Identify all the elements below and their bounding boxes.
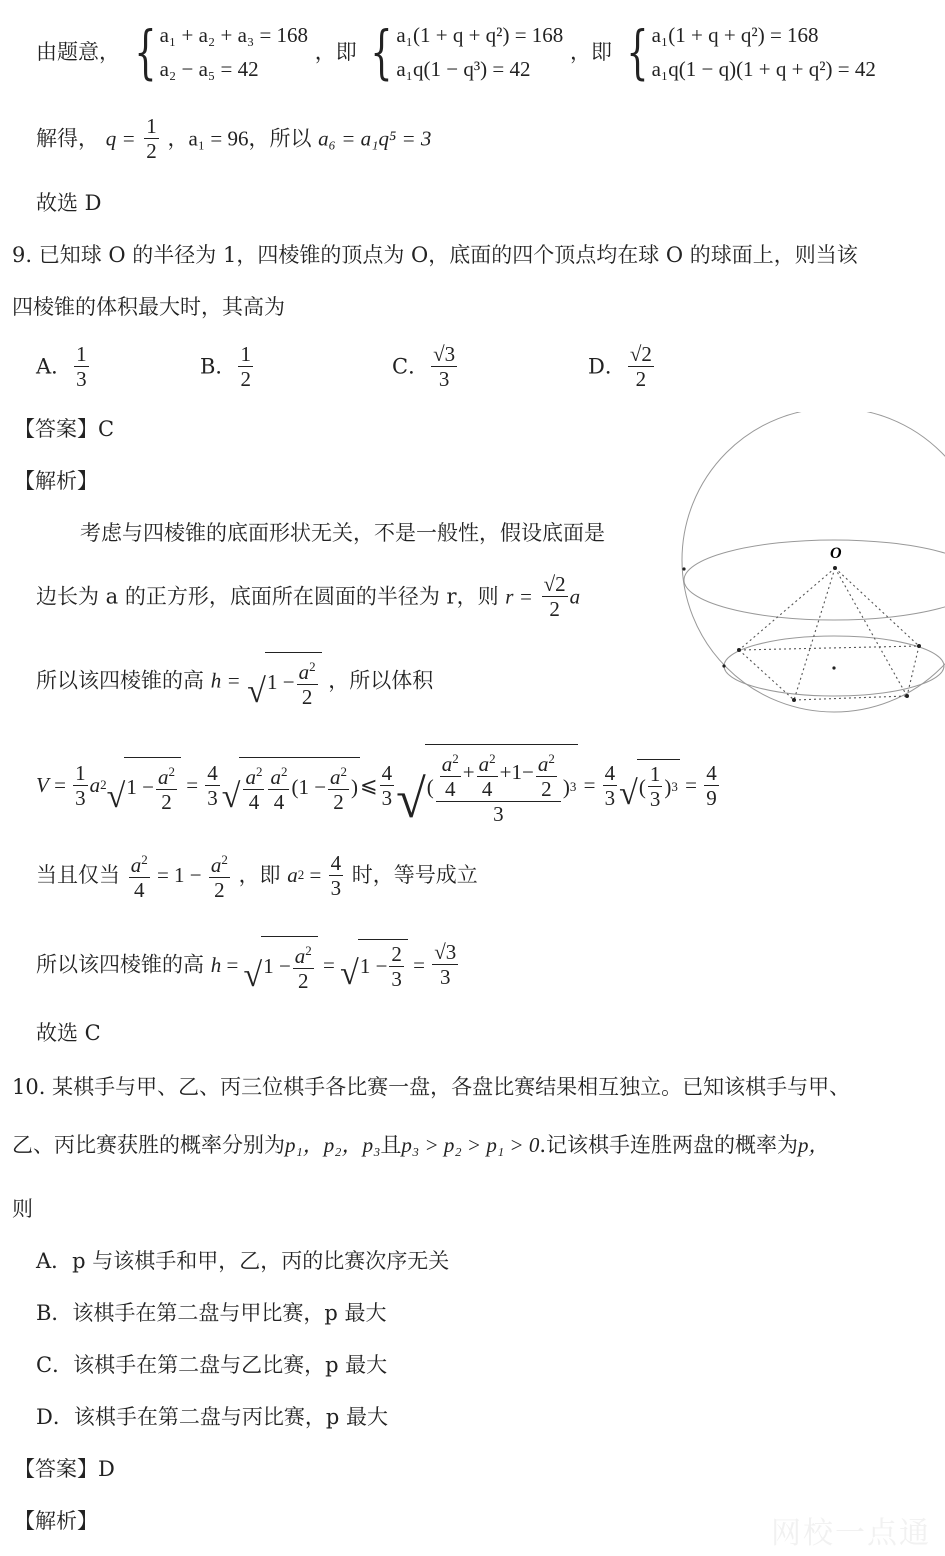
edge bbox=[739, 568, 835, 650]
edge bbox=[739, 650, 794, 700]
sphere-outline bbox=[682, 412, 945, 712]
q10-option-d: D．该棋手在第二盘与丙比赛，p 最大 bbox=[36, 1405, 388, 1429]
equation-system-2: { a₁(1 + q + q²) = 168 a₁q(1 − q³) = 42 bbox=[370, 18, 564, 86]
q9-para1: 考虑与四棱锥的底面形状无关，不是一般性，假设底面是 bbox=[80, 521, 605, 545]
q9-analysis: 【解析】 bbox=[14, 469, 98, 493]
lead-text: 由题意， bbox=[36, 40, 120, 64]
sphere-pyramid-figure bbox=[676, 412, 945, 722]
separator-text: ，即 bbox=[314, 40, 357, 64]
base-ellipse bbox=[724, 636, 944, 696]
edge bbox=[794, 568, 835, 700]
q10-line1: 10. 某棋手与甲、乙、丙三位棋手各比赛一盘，各盘比赛结果相互独立。已知该棋手与甲、 bbox=[12, 1075, 851, 1099]
q9-para2: 边长为 a 的正方形，底面所在圆面的半径为 r，则 r = $\frac{√2}{2}$ a bbox=[36, 572, 581, 621]
solution-line bbox=[36, 114, 431, 163]
fraction: $\frac{1}{2}$ bbox=[146, 114, 157, 163]
q9-line1: 9. 已知球 O 的半径为 1，四棱锥的顶点为 O，底面的四个顶点均在球 O 的球面上，则当该 bbox=[12, 243, 858, 267]
equation-system-3: { a₁(1 + q + q²) = 168 a₁q(1 − q)(1 + q + q²) = 42 bbox=[626, 18, 876, 86]
equation: a₁ + a₂ + a₃ = 168 bbox=[159, 23, 309, 47]
q9-condition: 当且仅当 $a^2$ 4 = 1 − $a^2$ 2 ，即 a 2 = 4 3 时，等号成立 bbox=[36, 848, 478, 902]
q10-line2: 乙、丙比赛获胜的概率分别为p₁，p₂，p₃且p₃ > p₂ > p₁ > 0.记该棋手连胜两盘的概率为p， bbox=[12, 1133, 830, 1157]
q9-para3: 所以该四棱锥的高 h = √ 1 − $a^2$ 2 ，所以体积 bbox=[36, 652, 433, 709]
equation: a₁(1 + q + q²) = 168 bbox=[396, 23, 564, 47]
lead-text: 解得， bbox=[36, 126, 99, 151]
a1-text: ，a₁ = 96，所以 bbox=[167, 126, 312, 151]
option-b: B． $\frac{1}{2}$ bbox=[200, 342, 251, 391]
separator-text: ，即 bbox=[570, 40, 612, 64]
choose-line: 故选 D bbox=[36, 191, 102, 215]
option-a: A． $\frac{1}{3}$ bbox=[36, 342, 87, 391]
equation: a₁q(1 − q)(1 + q + q²) = 42 bbox=[651, 57, 876, 81]
q10-answer: 【答案】D bbox=[14, 1457, 115, 1481]
equation: a₁(1 + q + q²) = 168 bbox=[651, 23, 819, 47]
edge bbox=[794, 696, 907, 700]
option-d: D． $\frac{√2}{2}$ bbox=[588, 342, 652, 391]
q10-option-c: C．该棋手在第二盘与乙比赛，p 最大 bbox=[36, 1353, 388, 1377]
equator-ellipse bbox=[684, 540, 945, 620]
q9-line2: 四棱锥的体积最大时，其高为 bbox=[12, 295, 285, 319]
edge bbox=[835, 568, 907, 696]
edge bbox=[835, 568, 919, 646]
equation: a₁q(1 − q³) = 42 bbox=[396, 57, 531, 81]
q9-answer: 【答案】C bbox=[14, 417, 115, 441]
q10-option-a: A．p 与该棋手和甲，乙，丙的比赛次序无关 bbox=[36, 1249, 450, 1273]
q-lhs: q = bbox=[105, 126, 136, 151]
equation: a₂ − a₅ = 42 bbox=[159, 57, 259, 81]
vertex-label-o: O bbox=[830, 545, 842, 562]
q10-line3: 则 bbox=[12, 1197, 33, 1221]
watermark: 网校一点通 bbox=[771, 1516, 931, 1551]
q10-analysis: 【解析】 bbox=[14, 1509, 98, 1533]
equation-system-1: { a₁ + a₂ + a₃ = 168 a₂ − a₅ = 42 bbox=[134, 18, 309, 86]
option-c: C． $\frac{√3}{3}$ bbox=[392, 342, 456, 391]
system-line bbox=[36, 18, 876, 86]
edge bbox=[739, 646, 919, 650]
volume-formula: V = 1 3 a 2 √ 1 − $a^2$ 2 = 4 3 √ $a^2$ 4 $a^2$ 4 (1 − $a^2$ 2 ) ⩽ 4 3 √ ( $\frac{a^2}{4}$ + $\frac{a^2}{4}$ +1− $\frac{a^2}{2}$ 3 ) 3 = 4 3 √ ( 1 3 ) 3 = 4 9 bbox=[36, 740, 721, 830]
q9-choose: 故选 C bbox=[36, 1021, 101, 1045]
q10-option-b: B．该棋手在第二盘与甲比赛，p 最大 bbox=[36, 1301, 387, 1325]
q9-height: 所以该四棱锥的高 h = √ 1 − $a^2$ 2 = √ 1 − 2 3 = √3 3 bbox=[36, 936, 460, 993]
a6-text: a₆ = a₁q⁵ = 3 bbox=[318, 126, 432, 151]
